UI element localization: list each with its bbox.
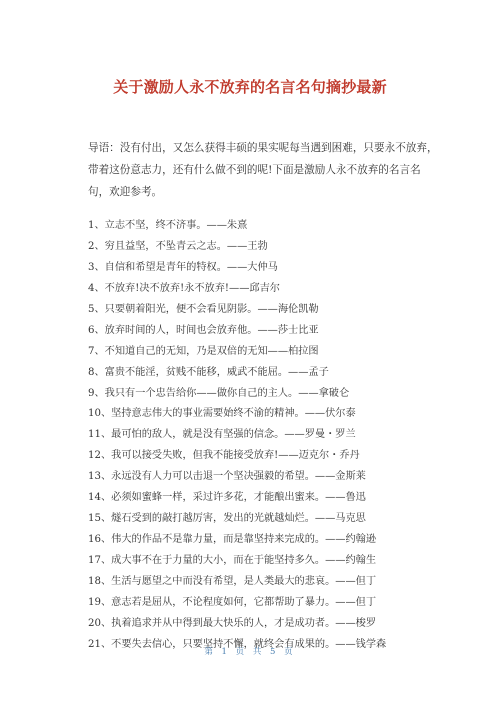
list-item: 10、坚持意志伟大的事业需要始终不渝的精神。——伏尔泰 bbox=[88, 408, 356, 420]
list-item: 17、成大事不在于力量的大小，而在于能坚持多久。——约翰生 bbox=[88, 555, 377, 566]
list-item: 19、意志若是屈从，不论程度如何，它都帮助了暴力。——但丁 bbox=[88, 596, 377, 608]
list-item: 5、只要朝着阳光，便不会看见阴影。——海伦凯勒 bbox=[88, 303, 319, 315]
list-item: 9、我只有一个忠告给你——做你自己的主人。——拿破仑 bbox=[88, 387, 350, 399]
quote-list bbox=[88, 216, 428, 656]
list-item: 6、放弃时间的人，时间也会放弃他。——莎士比亚 bbox=[88, 324, 319, 336]
intro-text: 导语：没有付出，又怎么获得丰硕的果实呢每当遇到困难，只要永不放弃，带着这份意志力，还有什么做不到的呢!下面是激励人永不放弃的名言名句，欢迎参考。 bbox=[88, 142, 438, 198]
document-title: 关于激励人永不放弃的名言名句摘抄最新 bbox=[113, 78, 387, 96]
list-item: 4、不放弃!决不放弃!永不放弃!——邱吉尔 bbox=[88, 282, 280, 294]
list-item: 18、生活与愿望之中而没有希望，是人类最大的悲哀。——但丁 bbox=[88, 575, 377, 587]
list-item: 20、执着追求并从中得到最大快乐的人，才是成功者。——梭罗 bbox=[88, 617, 377, 629]
intro-paragraph bbox=[88, 137, 440, 203]
list-item: 3、自信和希望是青年的特权。——大仲马 bbox=[88, 261, 278, 273]
list-item: 8、富贵不能淫，贫贱不能移，威武不能屈。——孟子 bbox=[88, 366, 329, 378]
list-item: 21、不要失去信心，只要坚持不懈，就终会有成果的。——钱学森 bbox=[88, 638, 387, 650]
list-item: 1、立志不坚，终不济事。——朱熹 bbox=[88, 220, 248, 231]
list-item: 14、必须如蜜蜂一样，采过许多花，才能酿出蜜来。——鲁迅 bbox=[88, 492, 366, 504]
list-item: 7、不知道自己的无知，乃是双倍的无知——柏拉图 bbox=[88, 345, 319, 357]
page-number: 第 1 页 共 5 页 bbox=[204, 647, 296, 657]
list-item: 11、最可怕的敌人，就是没有坚强的信念。——罗曼・罗兰 bbox=[88, 429, 356, 441]
list-item: 2、穷且益坚，不坠青云之志。——王勃 bbox=[88, 240, 268, 252]
list-item: 15、燧石受到的敲打越厉害，发出的光就越灿烂。——马克思 bbox=[88, 513, 366, 525]
list-item: 16、伟大的作品不是靠力量，而是靠坚持来完成的。——约翰逊 bbox=[88, 534, 377, 546]
list-item: 12、我可以接受失败，但我不能接受放弃!——迈克尔・乔丹 bbox=[88, 450, 360, 462]
list-item: 13、永远没有人力可以击退一个坚决强毅的希望。——金斯莱 bbox=[88, 471, 366, 483]
